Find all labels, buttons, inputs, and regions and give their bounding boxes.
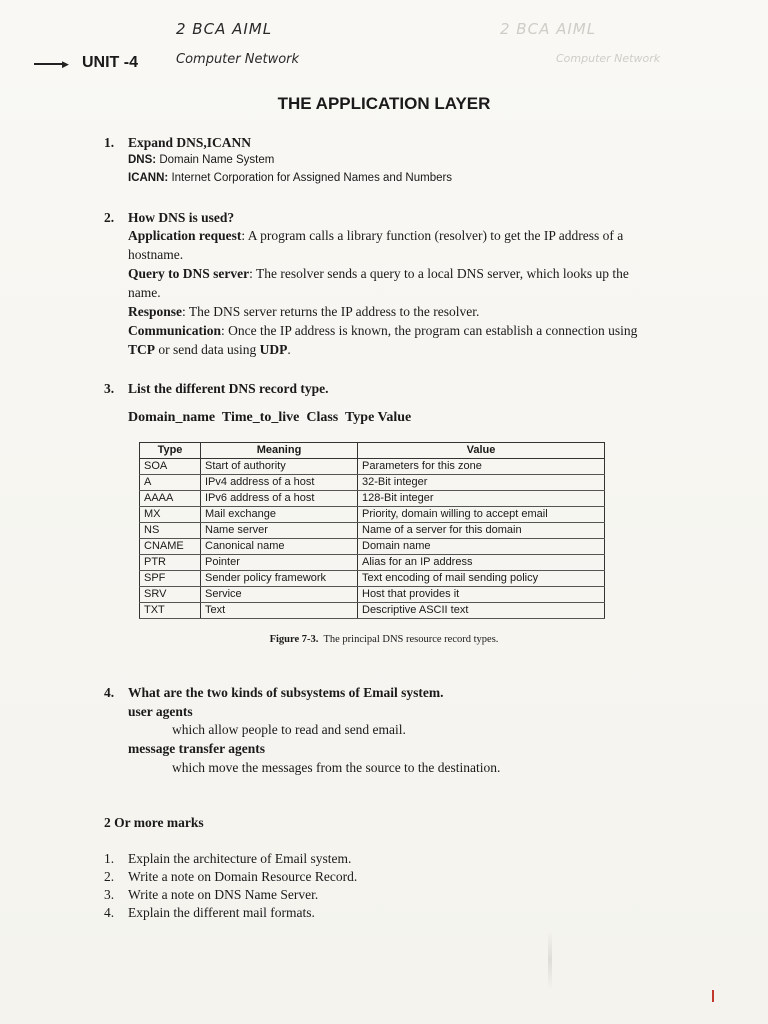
cell-value: Name of a server for this domain [358,523,605,539]
red-ink-mark [712,990,714,1002]
cell-value: 128-Bit integer [358,491,605,507]
cell-value: 32-Bit integer [358,475,605,491]
cell-meaning: Service [201,587,358,603]
cell-meaning: Canonical name [201,539,358,555]
question-2-text: Write a note on Domain Resource Record. [128,869,358,884]
cell-type: AAAA [140,491,201,507]
q4-subsystem-1-text: which allow people to read and send email. [172,722,406,737]
arrow-line-icon [34,63,64,65]
cell-type: PTR [140,555,201,571]
q4-question: What are the two kinds of subsystems of Email system. [128,685,444,700]
cell-type: MX [140,507,201,523]
q2-a4-label: Communication [128,323,222,338]
cell-meaning: Start of authority [201,459,358,475]
cell-meaning: IPv6 address of a host [201,491,358,507]
cell-value: Descriptive ASCII text [358,603,605,619]
q2-a1-text: : A program calls a library function (resolver) to get the IP address of a [241,228,624,243]
marks-heading: 2 Or more marks [104,815,204,830]
q3-number: 3. [104,381,115,396]
table-row [140,539,605,555]
question-2-number: 2. [104,869,115,884]
cell-meaning: Mail exchange [201,507,358,523]
q1-icann-text: Internet Corporation for Assigned Names and Numbers [168,172,453,184]
q4-number: 4. [104,685,115,700]
cell-meaning: Pointer [201,555,358,571]
q2-answer-1 [128,228,708,244]
unit-label: UNIT -4 [82,54,138,71]
header-type: Type [140,443,201,459]
q2-a3-label: Response [128,304,183,319]
cell-value: Priority, domain willing to accept email [358,507,605,523]
figure-caption-text: The principal DNS resource record types. [318,634,499,645]
question-4-number: 4. [104,905,115,920]
cell-type: CNAME [140,539,201,555]
q1-dns-text: Domain Name System [156,154,275,166]
cell-type: A [140,475,201,491]
handwritten-class-label: 2 BCA AIML [176,20,273,38]
q1-icann-line [128,172,708,184]
q1-dns-line [128,154,708,166]
table-header-row [140,443,605,459]
question-3-text: Write a note on DNS Name Server. [128,887,319,902]
q4-subsystem-2-label: message transfer agents [128,741,265,756]
table-row [140,555,605,571]
q2-a4-text: : Once the IP address is known, the program can establish a connection using [221,323,638,338]
table-row [140,507,605,523]
ghost-subject: Computer Network [556,52,661,65]
cell-meaning: Sender policy framework [201,571,358,587]
q2-tcp: TCP [128,342,155,357]
table-row [140,587,605,603]
header-value: Value [358,443,605,459]
q3-fields: Domain_name Time_to_live Class Type Value [128,410,412,425]
q2-answer-3 [128,304,708,320]
q1-dns-label: DNS: [128,154,157,166]
cell-value: Host that provides it [358,587,605,603]
q4-subsystem-2-text: which move the messages from the source to the destination. [172,760,501,775]
q2-udp: UDP [259,342,288,357]
cell-meaning: IPv4 address of a host [201,475,358,491]
q2-a4-mid: or send data using [155,342,260,357]
table-row [140,571,605,587]
cell-meaning: Text [201,603,358,619]
figure-caption-label: Figure 7-3. [269,634,319,645]
paper-crease [548,930,552,990]
q2-answer-2 [128,266,708,282]
question-4-text: Explain the different mail formats. [128,905,315,920]
q2-number: 2. [104,210,115,225]
q4-subsystem-1-label: user agents [128,704,193,719]
question-3-number: 3. [104,887,115,902]
q2-a3-text: : The DNS server returns the IP address to the resolver. [182,304,480,319]
cell-type: NS [140,523,201,539]
arrow-head-icon: ▶ [62,59,69,69]
cell-value: Parameters for this zone [358,459,605,475]
cell-type: TXT [140,603,201,619]
cell-value: Text encoding of mail sending policy [358,571,605,587]
cell-value: Alias for an IP address [358,555,605,571]
q2-a1-label: Application request [128,228,242,243]
cell-meaning: Name server [201,523,358,539]
q2-a4-end: . [287,342,291,357]
q1-question: Expand DNS,ICANN [128,135,252,150]
table-row [140,459,605,475]
q2-a2-text: : The resolver sends a query to a local DNS server, which looks up the [249,266,629,281]
table-row [140,491,605,507]
table-row [140,603,605,619]
question-1-text: Explain the architecture of Email system. [128,851,352,866]
dns-record-table [139,442,605,619]
header-meaning: Meaning [201,443,358,459]
q3-question: List the different DNS record type. [128,381,329,396]
cell-type: SOA [140,459,201,475]
q2-answer-2-cont: name. [128,285,161,300]
ghost-class-label: 2 BCA AIML [500,20,597,38]
cell-type: SPF [140,571,201,587]
cell-value: Domain name [358,539,605,555]
q1-icann-label: ICANN: [128,172,169,184]
q2-answer-4 [128,323,708,339]
q1-number: 1. [104,135,115,150]
page-title: THE APPLICATION LAYER [277,94,491,113]
q2-a2-label: Query to DNS server [128,266,250,281]
cell-type: SRV [140,587,201,603]
question-1-number: 1. [104,851,115,866]
table-row [140,523,605,539]
q2-question: How DNS is used? [128,210,235,225]
figure-caption [0,634,768,645]
q2-answer-4-cont [128,342,708,358]
table-row [140,475,605,491]
handwritten-subject: Computer Network [176,52,300,67]
q2-answer-1-cont: hostname. [128,247,184,262]
